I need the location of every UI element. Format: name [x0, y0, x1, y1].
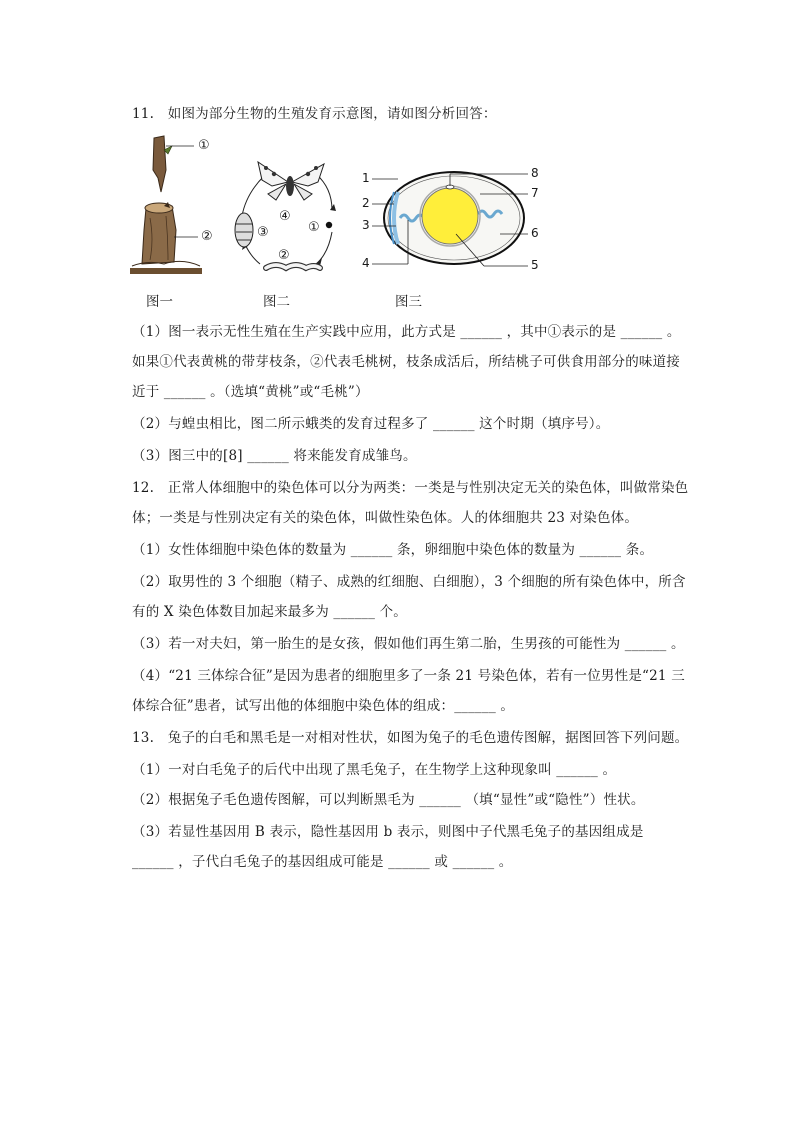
caption-fig3: 图三 [395, 294, 422, 310]
q11-part2: （2）与蝗虫相比，图二所示蛾类的发育过程多了 ______ 这个时期（填序号）。 [132, 416, 610, 432]
q12-part1: （1）女性体细胞中染色体的数量为 ______ 条，卵细胞中染色体的数量为 ______ 条。 [132, 542, 654, 558]
q13-part3-line2: ______ ，子代白毛兔子的基因组成可能是 ______ 或 ______ 。 [132, 854, 513, 870]
q12-stem-line1: 12. 正常人体细胞中的染色体可以分为两类：一类是与性别决定无关的染色体，叫做常染色 [132, 480, 689, 496]
q11-part1-line3: 近于 ______ 。（选填“黄桃”或“毛桃”） [132, 384, 369, 400]
q12-part4-line2: 体综合征”患者，试写出他的体细胞中染色体的组成：______ 。 [132, 698, 515, 714]
fig1-label-1: ① [198, 138, 210, 153]
q13-part2: （2）根据兔子毛色遗传图解，可以判断黑毛为 ______ （填“显性”或“隐性”）性状。 [132, 792, 645, 808]
fig2-label-4: ④ [279, 209, 291, 224]
q12-part2-line1: （2）取男性的 3 个细胞（精子、成熟的红细胞、白细胞），3 个细胞的所有染色体中，所含 [132, 574, 686, 590]
fig3-label-4: 4 [362, 256, 370, 270]
q12-part2-line2: 有的 X 染色体数目加起来最多为 ______ 个。 [132, 604, 407, 620]
q13-stem: 13. 兔子的白毛和黑毛是一对相对性状，如图为兔子的毛色遗传图解，据图回答下列问题。 [132, 730, 689, 746]
q11-part1-line1: （1）图一表示无性生殖在生产实践中应用，此方式是 ______ ，其中①表示的是 ______ 。 [132, 324, 681, 340]
fig2-label-2: ② [278, 248, 290, 263]
caption-fig1: 图一 [146, 294, 173, 310]
fig1-label-2: ② [201, 229, 213, 244]
q11-stem: 11. 如图为部分生物的生殖发育示意图，请如图分析回答： [132, 106, 497, 122]
q12-part3: （3）若一对夫妇，第一胎生的是女孩，假如他们再生第二胎，生男孩的可能性为 ______ 。 [132, 636, 685, 652]
figure-moth-cycle [232, 154, 344, 280]
caption-fig2: 图二 [263, 294, 290, 310]
fig3-label-3: 3 [362, 218, 370, 232]
q11-part3: （3）图三中的[8] ______ 将来能发育成雏鸟。 [132, 448, 417, 464]
q12-stem-line2: 体；一类是与性别决定有关的染色体，叫做性染色体。人的体细胞共 23 对染色体。 [132, 510, 639, 526]
fig3-label-5: 5 [531, 258, 539, 272]
fig2-label-3: ③ [257, 225, 269, 240]
fig3-label-6: 6 [531, 226, 539, 240]
fig2-label-1: ① [308, 220, 320, 235]
fig3-label-7: 7 [531, 186, 539, 200]
q11-part1-line2: 如果①代表黄桃的带芽枝条，②代表毛桃树，枝条成活后，所结桃子可供食用部分的味道接 [132, 354, 680, 370]
figure-grafting [128, 130, 238, 276]
fig3-label-2: 2 [362, 196, 370, 210]
fig3-label-1: 1 [362, 171, 370, 185]
q13-part1: （1）一对白毛兔子的后代中出现了黑毛兔子，在生物学上这种现象叫 ______ 。 [132, 762, 617, 778]
figure-bird-egg [360, 162, 546, 282]
fig3-label-8: 8 [531, 166, 539, 180]
q13-part3-line1: （3）若显性基因用 B 表示，隐性基因用 b 表示，则图中子代黑毛兔子的基因组成是 [132, 824, 644, 840]
q12-part4-line1: （4）“21 三体综合征”是因为患者的细胞里多了一条 21 号染色体，若有一位男性是“21 三 [132, 668, 685, 684]
